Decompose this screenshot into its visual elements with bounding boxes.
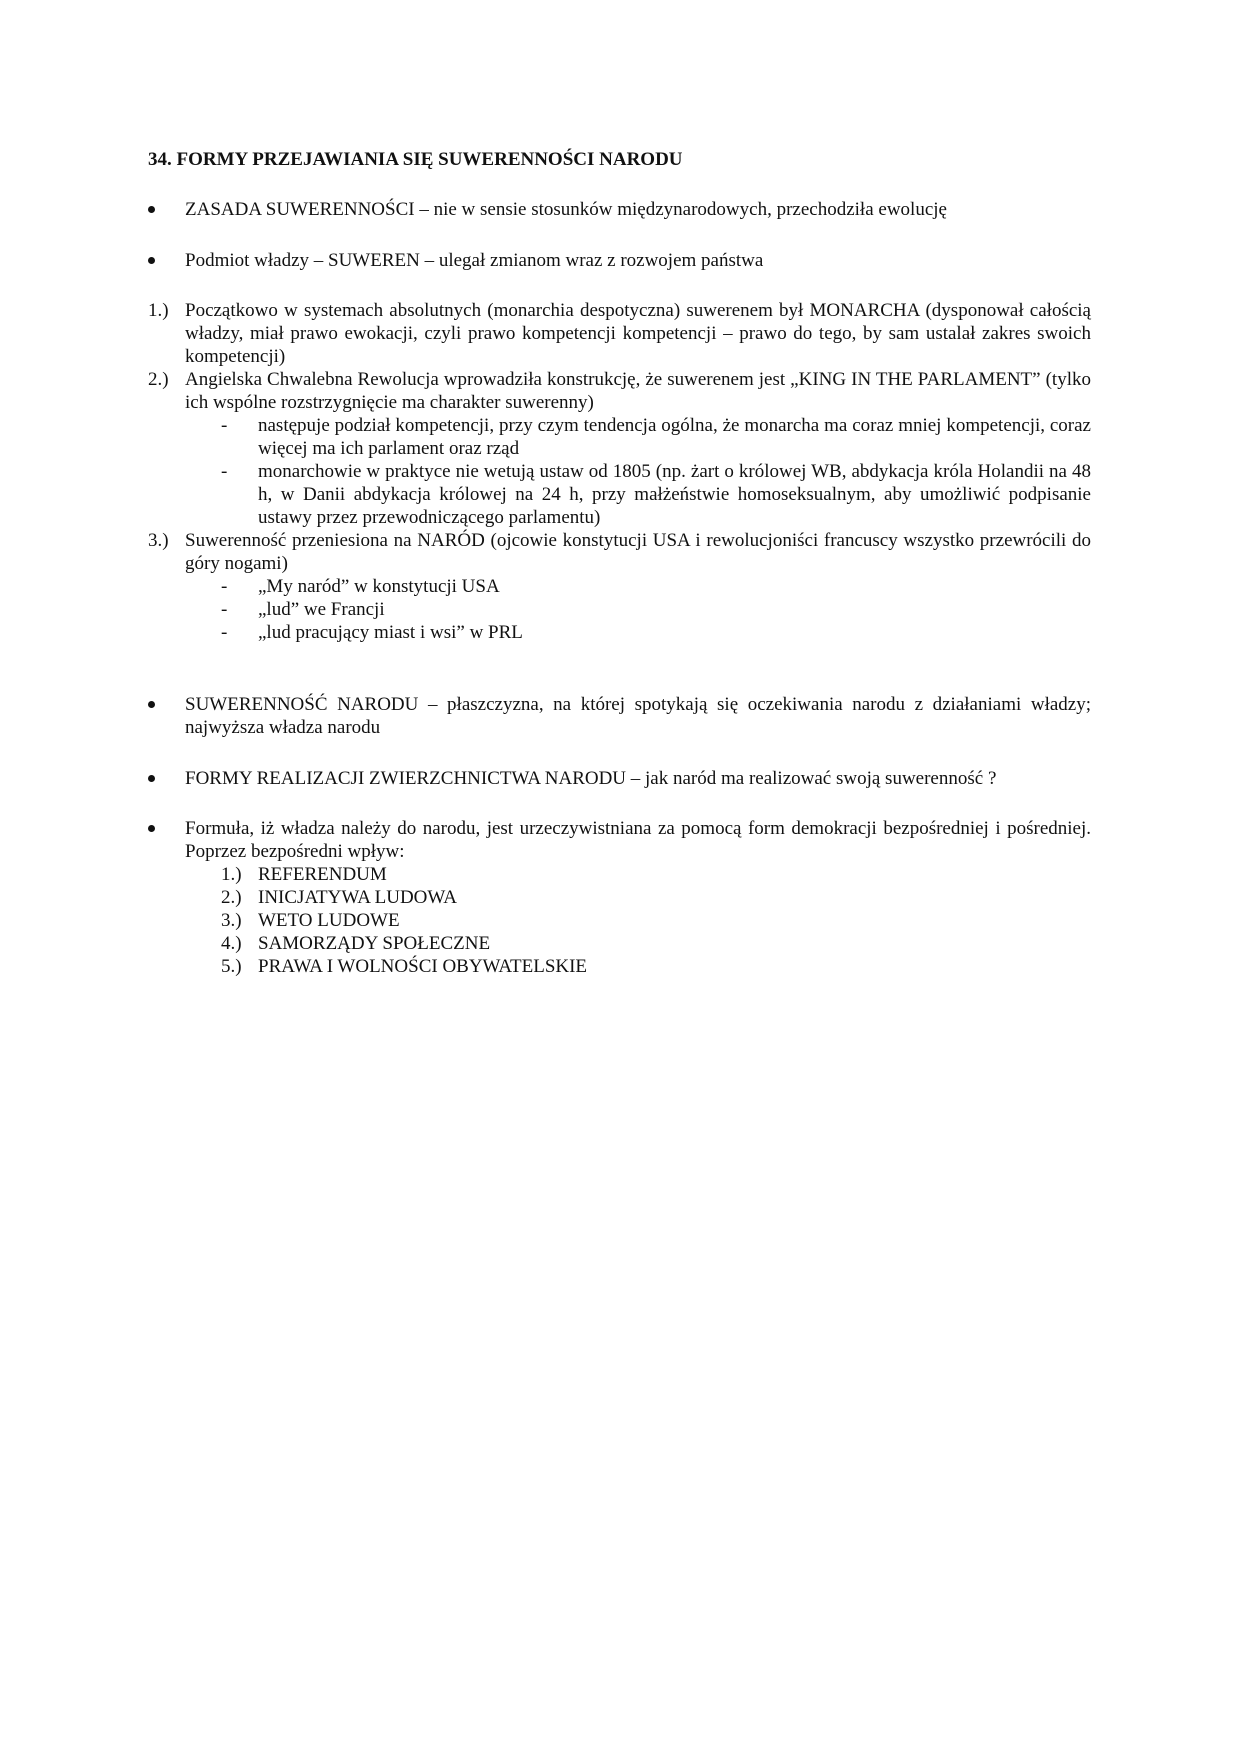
- bullet-text: Podmiot władzy – SUWEREN – ulegał zmianom wraz z rozwojem państwa: [185, 250, 764, 271]
- sub-item-text: monarchowie w praktyce nie wetują ustaw od 1805 (np. żart o królowej WB, abdykacja króla Holandii na 48 h, w Danii abdykacja królowej na 24 h, przy małżeństwie homoseksualnym, aby umożliwić podpisanie ustawy przez przewodniczącego parlamentu): [258, 461, 1091, 528]
- sub-item: [148, 414, 1091, 460]
- bullet-item: [148, 693, 1091, 739]
- sub-item-text: „lud pracujący miast i wsi” w PRL: [258, 622, 523, 643]
- sub-item: [148, 460, 1091, 529]
- sub-item: [148, 621, 1091, 644]
- sub-item-text: „My naród” w konstytucji USA: [258, 576, 500, 597]
- sub-item-text: następuje podział kompetencji, przy czym tendencja ogólna, że monarcha ma coraz mniej kompetencji, coraz więcej ma ich parlament oraz rząd: [258, 415, 1091, 459]
- sub-numbered-item: [148, 955, 1091, 978]
- bullet-block-3: [148, 693, 1091, 739]
- item-number: 3.): [148, 530, 169, 551]
- bullet-icon: [148, 775, 155, 782]
- sub-item: [148, 575, 1091, 598]
- numbered-item-2: [148, 368, 1091, 414]
- bullet-block-5: [148, 817, 1091, 978]
- bullet-text: FORMY REALIZACJI ZWIERZCHNICTWA NARODU – jak naród ma realizować swoją suwerenność ?: [185, 768, 997, 789]
- bullet-block-4: [148, 767, 1091, 790]
- item-number: 1.): [221, 864, 242, 885]
- item-number: 2.): [148, 369, 169, 390]
- bullet-icon: [148, 701, 155, 708]
- bullet-text: Formuła, iż władza należy do narodu, jest urzeczywistniana za pomocą form demokracji bezpośredniej i pośredniej. Poprzez bezpośredni wpływ:: [185, 818, 1091, 862]
- item-number: 1.): [148, 300, 169, 321]
- sub-item-text: PRAWA I WOLNOŚCI OBYWATELSKIE: [258, 956, 588, 977]
- numbered-item-1: [148, 299, 1091, 368]
- dash-icon: -: [221, 599, 228, 620]
- dash-icon: -: [221, 415, 228, 436]
- numbered-list: [148, 299, 1091, 644]
- sub-item: [148, 598, 1091, 621]
- bullet-icon: [148, 257, 155, 264]
- sub-numbered-item: [148, 932, 1091, 955]
- item-number: 2.): [221, 887, 242, 908]
- sub-item-text: REFERENDUM: [258, 864, 387, 885]
- bullet-icon: [148, 206, 155, 213]
- document-title: 34. FORMY PRZEJAWIANIA SIĘ SUWERENNOŚCI NARODU: [148, 149, 683, 170]
- sub-item-text: INICJATYWA LUDOWA: [258, 887, 457, 908]
- bullet-block-1: [148, 198, 1091, 221]
- sub-item-text: WETO LUDOWE: [258, 910, 400, 931]
- sub-numbered-item: [148, 863, 1091, 886]
- bullet-item: [148, 249, 1091, 272]
- bullet-text: ZASADA SUWERENNOŚCI – nie w sensie stosunków międzynarodowych, przechodziła ewolucję: [185, 199, 947, 220]
- numbered-item-3: [148, 529, 1091, 575]
- dash-icon: -: [221, 576, 228, 597]
- bullet-item: [148, 767, 1091, 790]
- bullet-item: [148, 198, 1091, 221]
- sub-item-text: SAMORZĄDY SPOŁECZNE: [258, 933, 491, 954]
- bullet-block-2: [148, 249, 1091, 272]
- bullet-item: [148, 817, 1091, 863]
- sub-item-text: „lud” we Francji: [258, 599, 385, 620]
- bullet-icon: [148, 825, 155, 832]
- item-text: Angielska Chwalebna Rewolucja wprowadziła konstrukcję, że suwerenem jest „KING IN THE PARLAMENT” (tylko ich wspólne rozstrzygnięcie ma charakter suwerenny): [185, 369, 1091, 413]
- dash-icon: -: [221, 622, 228, 643]
- item-number: 3.): [221, 910, 242, 931]
- item-number: 4.): [221, 933, 242, 954]
- item-number: 5.): [221, 956, 242, 977]
- sub-numbered-item: [148, 886, 1091, 909]
- dash-icon: -: [221, 461, 228, 482]
- sub-numbered-item: [148, 909, 1091, 932]
- bullet-text: SUWERENNOŚĆ NARODU – płaszczyzna, na której spotykają się oczekiwania narodu z działaniami władzy; najwyższa władza narodu: [185, 694, 1091, 738]
- item-text: Suwerenność przeniesiona na NARÓD (ojcowie konstytucji USA i rewolucjoniści francuscy wszystko przewrócili do góry nogami): [185, 530, 1091, 574]
- item-text: Początkowo w systemach absolutnych (monarchia despotyczna) suwerenem był MONARCHA (dysponował całością władzy, miał prawo ewokacji, czyli prawo kompetencji kompetencji – prawo do tego, by sam ustalał zakres swoich kompetencji): [185, 300, 1091, 367]
